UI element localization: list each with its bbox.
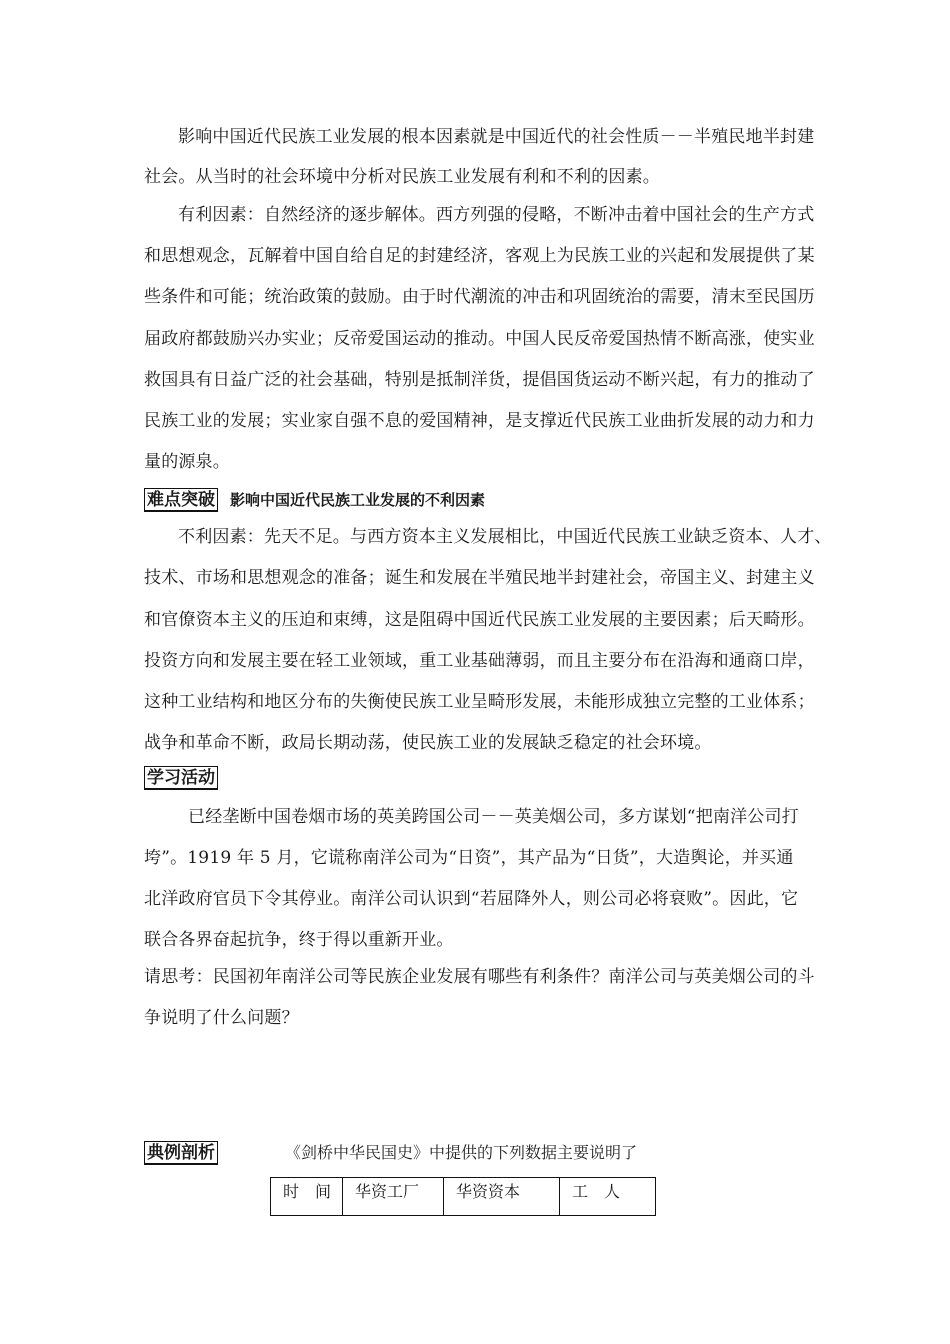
example-intro: 《剑桥中华民国史》中提供的下列数据主要说明了: [285, 1143, 638, 1162]
table-header-row: [271, 1178, 656, 1216]
favorable-line: 届政府都鼓励兴办实业；反帝爱国运动的推动。中国人民反帝爱国热情不断高涨，使实业: [144, 329, 815, 349]
favorable-line: 和思想观念，瓦解着中国自给自足的封建经济，客观上为民族工业的兴起和发展提供了某: [144, 246, 815, 266]
unfavorable-line: 和官僚资本主义的压迫和束缚，这是阻碍中国近代民族工业发展的主要因素；后天畸形。: [144, 610, 815, 630]
intro-line: 社会。从当时的社会环境中分析对民族工业发展有利和不利的因素。: [144, 167, 660, 187]
unfavorable-line: 技术、市场和思想观念的准备；诞生和发展在半殖民地半封建社会，帝国主义、封建主义: [144, 568, 815, 588]
unfavorable-line: 战争和革命不断，政局长期动荡，使民族工业的发展缺乏稳定的社会环境。: [144, 733, 712, 753]
favorable-line: 些条件和可能；统治政策的鼓励。由于时代潮流的冲击和巩固统治的需要，清末至民国历: [144, 287, 815, 307]
favorable-line: 救国具有日益广泛的社会基础，特别是抵制洋货，提倡国货运动不断兴起，有力的推动了: [144, 370, 815, 390]
question-line: 请思考：民国初年南洋公司等民族企业发展有哪些有利条件？南洋公司与英美烟公司的斗: [144, 967, 815, 987]
data-table: [270, 1177, 656, 1216]
favorable-line: 量的源泉。: [144, 452, 230, 472]
activity-line: 北洋政府官员下令其停业。南洋公司认识到“若屈降外人，则公司必将衰败”。因此，它: [144, 889, 799, 909]
intro-line: 影响中国近代民族工业发展的根本因素就是中国近代的社会性质－－半殖民地半封建: [178, 127, 815, 147]
question-line: 争说明了什么问题？: [144, 1008, 299, 1028]
unfavorable-line: 不利因素：先天不足。与西方资本主义发展相比，中国近代民族工业缺乏资本、人才、: [178, 527, 832, 547]
activity-line: 已经垄断中国卷烟市场的英美跨国公司－－英美烟公司，多方谋划“把南洋公司打: [188, 807, 799, 827]
unfavorable-line: 这种工业结构和地区分布的失衡使民族工业呈畸形发展，未能形成独立完整的工业体系；: [144, 692, 815, 712]
unfavorable-line: 投资方向和发展主要在轻工业领域，重工业基础薄弱，而且主要分布在沿海和通商口岸，: [144, 651, 815, 671]
activity-line: 垮”。1919 年 5 月，它谎称南洋公司为“日资”，其产品为“日货”，大造舆论，并买通: [144, 848, 794, 868]
favorable-line: 民族工业的发展；实业家自强不息的爱国精神，是支撑近代民族工业曲折发展的动力和力: [144, 411, 815, 431]
activity-label: 学习活动: [144, 766, 218, 790]
difficulty-label: 难点突破: [144, 488, 218, 512]
table-header-cell: 华资资本: [444, 1178, 560, 1216]
difficulty-title: 影响中国近代民族工业发展的不利因素: [230, 491, 486, 509]
favorable-line: 有利因素：自然经济的逐步解体。西方列强的侵略，不断冲击着中国社会的生产方式: [178, 205, 815, 225]
activity-line: 联合各界奋起抗争，终于得以重新开业。: [144, 930, 454, 950]
table-header-cell: 工 人: [560, 1178, 656, 1216]
table-header-cell: 时 间: [271, 1178, 343, 1216]
table-header-cell: 华资工厂: [343, 1178, 444, 1216]
example-label: 典例剖析: [144, 1141, 218, 1165]
